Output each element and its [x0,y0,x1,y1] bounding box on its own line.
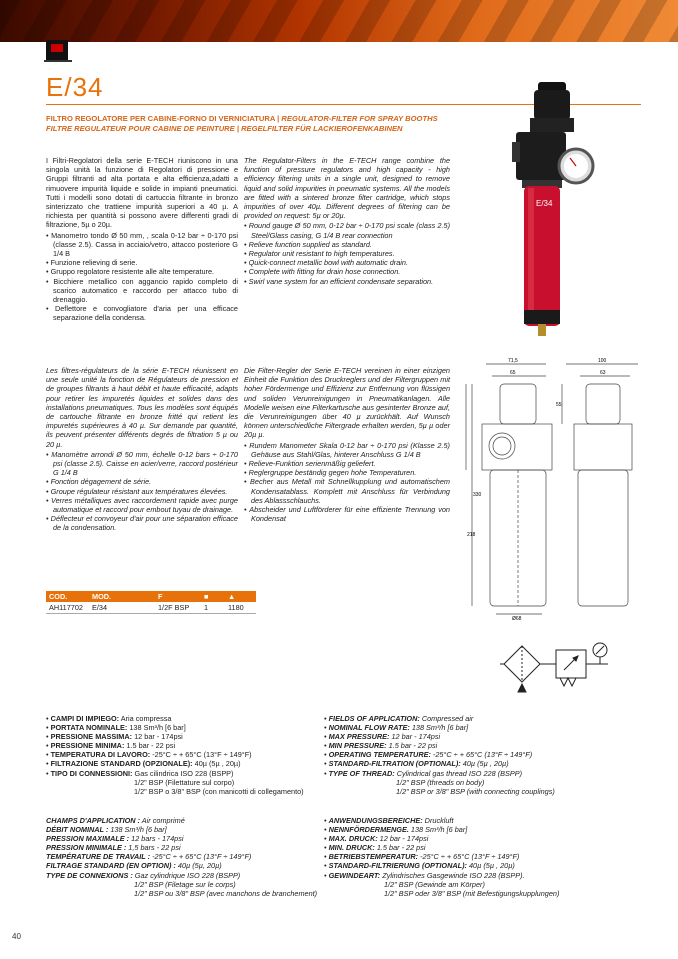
spec-value: Air comprimé [140,816,185,825]
spec-value: 1.5 bar - 22 psi [124,741,176,751]
para-de: Die Filter-Regler der Serie E-TECH vereinen in einer einzigen Einheit die Funktion des Druckreglers und der Filtergruppen mit hoher Fördermenge und Effizienz zur Entfernung von flüssigen und soliden Verunreinigungen in Pneumatikanlagen. Alle Modelle weisen eine Filterkartusche aus gesinterter Bronze auf, die Verunreinigungen über 40 µ zurückhält. Auf Wunsch können unterschiedliche Filtergrade erhalten werden, 5µ µ oder 20µ µ. [244,366,450,440]
spec-row: • PRESSIONE MASSIMA: 12 bar - 174psi [46,732,183,742]
spec-row: • BETRIEBSTEMPERATUR: -25°C ÷ + 65°C (13°F ÷ 149°F) [324,852,520,862]
spec-extra: 1/2" BSP (threads on body) [396,777,485,787]
spec-key: PRESSION MAXIMALE : [46,834,130,844]
bullets-de [244,441,450,524]
spec-row: • MAX PRESSURE: 12 bar - 174psi [324,732,441,742]
spec-value: 138 Sm³/h [6 bar] [108,825,167,835]
spec-value: -25°C ÷ + 65°C (13°F ÷ 149°F) [418,852,520,862]
product-knob [534,90,570,120]
specs-it [46,714,324,796]
spec-row: • PRESSIONE MINIMA: 1.5 bar - 22 psi [46,741,176,751]
spec-row [46,852,324,861]
spec-extra: 1/2" BSP (Filetage sur le corps) [134,879,236,889]
bullet-fr: • Manomètre arrondi Ø 50 mm, échelle 0-12 bars ÷ 0-170 psi (classe 2.5). Caisse en acier/verre, raccord postérieur G 1/4 B [46,450,238,478]
bullet-fr: • Fonction dégagement de série. [46,477,238,486]
spec-value: 1,5 bars - 22 psi [126,843,181,853]
spec-value: 40µ (5µ , 20µ) [192,759,241,769]
spec-key: DÉBIT NOMINAL : [46,825,109,835]
subtitle-fr-de: FILTRE REGULATEUR POUR CABINE DE PEINTURE | REGELFILTER FÜR LACKIEROFENKABINEN [46,123,403,133]
product-table [46,591,256,614]
product-subtitle [46,114,466,133]
bullet-it: • Funzione relieving di serie. [46,258,238,267]
spec-key: PORTATA NOMINALE: [50,723,128,733]
cell-code: AH117702 [49,603,83,612]
spec-extra: 1/2" BSP ou 3/8" BSP (avec manchons de branchement) [134,888,318,898]
bullet-it: • Gruppo regolatore resistente alle alte temperature. [46,267,238,276]
page-number: 40 [12,932,21,941]
spec-value: Gas cilindrica ISO 228 (BSPP) [132,768,234,778]
spec-key: OPERATING TEMPERATURE: [328,750,431,760]
spec-value: 138 Sm³/h [6 bar] [409,723,469,733]
bullet-fr: • Verres métalliques avec raccordement rapide avec purge automatique et raccord pour embout tuyau de drainage. [46,496,238,514]
spec-value: 12 bar - 174psi [132,732,183,742]
specs-en [324,714,642,796]
spec-row [46,834,324,843]
spec-value: -25°C ÷ + 65°C (13°F ÷ 149°F) [150,852,252,862]
spec-row: • OPERATING TEMPERATURE: -25°C ÷ + 65°C (13°F ÷ 149°F) [324,750,533,760]
table-header [46,591,256,602]
spec-key: MAX PRESSURE: [328,732,390,742]
cell-model: E/34 [92,603,108,612]
spec-key: TIPO DI CONNESSIONI: [50,768,133,778]
spec-key: TYPE DE CONNEXIONS : [46,870,133,880]
cell-qty: 1 [204,603,209,612]
spec-key: BETRIEBSTEMPERATUR: [328,852,419,862]
spec-key: FILTRAGE STANDARD (EN OPTION) : [46,861,176,871]
spec-key: PRESSION MINIMALE : [46,843,127,853]
spec-value: 1.5 bar - 22 psi [374,843,426,853]
spec-value: Compressed air [419,714,474,723]
spec-value: 1.5 bar - 22 psi [386,741,438,751]
spec-row: • PORTATA NOMINALE: 138 Sm³/h [6 bar] [46,723,186,733]
spec-value: 138 Sm³/h [6 bar] [127,723,186,733]
bullet-en: • Round gauge Ø 50 mm, 0-12 bar ÷ 0-170 psi scale (class 2.5) Steel/Glass casing, G 1/4 B rear connection [244,221,450,239]
drain-fitting [538,324,546,336]
bullet-en: • Regulator unit resistant to high temperatures. [244,249,450,258]
spec-row: • TEMPERATURA DI LAVORO: -25°C ÷ + 65°C (13°F ÷ 149°F) [46,750,252,760]
spec-row [46,816,324,825]
dim-label: 55 [556,402,562,408]
box-icon: ■ [204,592,209,601]
spec-value: 138 Sm³/h [6 bar] [408,825,468,835]
bullet-it: • Deflettore e convogliatore d'aria per una efficace separazione della condensa. [46,304,238,322]
spec-key: FILTRAZIONE STANDARD (OPZIONALE): [50,759,193,769]
spec-extra: 1/2" BSP o 3/8" BSP (con manicotti di collegamento) [134,786,304,796]
spec-extra: 1/2" BSP or 3/8" BSP (with connecting couplings) [396,786,555,796]
th-thread: F [158,592,163,601]
text-de [244,366,450,523]
spec-value: Druckluft [422,816,454,825]
spec-row: • NOMINAL FLOW RATE: 138 Sm³/h [6 bar] [324,723,469,733]
bullets-it [46,231,238,323]
bullet-en: • Quick-connect metallic bowl with automatic drain. [244,258,450,267]
spec-row: • STANDARD-FILTRIERUNG (OPTIONAL): 40µ (5µ , 20µ) [324,861,515,871]
bullet-it: • Manometro tondo Ø 50 mm, , scala 0-12 bar ÷ 0-170 psi (classe 2.5). Cassa in acciaio/vetro, attacco posteriore G 1/4 B [46,231,238,259]
technical-drawing [462,356,642,622]
spec-key: FIELDS OF APPLICATION: [328,714,420,723]
spec-row: • FIELDS OF APPLICATION: Compressed air [324,714,474,723]
bullet-en: • Complete with fitting for drain hose connection. [244,267,450,276]
svg-text:E/34: E/34 [536,199,553,208]
spec-value: Gaz cylindrique ISO 228 (BSPP) [132,870,241,880]
th-model: MOD. [92,592,112,601]
spec-value: 12 bars - 174psi [129,834,184,844]
spec-key: MAX. DRUCK: [328,834,378,844]
product-image [508,82,596,344]
dim-label: 71,5 [508,358,518,364]
dim-label: 218 [467,532,476,538]
spec-row [46,825,324,834]
spec-row: • TYPE OF THREAD: Cylindrical gas thread ISO 228 (BSPP) [324,768,523,778]
dim-label: Ø68 [512,616,522,622]
spec-key: STANDARD-FILTRIERUNG (OPTIONAL): [328,861,467,871]
spec-row: • GEWINDEART: Zylindrisches Gasgewinde ISO 228 (BSPP). [324,870,525,880]
spec-row: • FILTRAZIONE STANDARD (OPZIONALE): 40µ (5µ , 20µ) [46,759,241,769]
spec-row [46,843,324,852]
bullet-de: • Relieve-Funktion serienmäßig geliefert. [244,459,450,468]
bullet-fr: • Déflecteur et convoyeur d'air pour une séparation efficace de la condensation. [46,514,238,532]
bullet-de: • Reglergruppe beständig gegen hohe Temperaturen. [244,468,450,477]
para-en: The Regulator-Filters in the E-TECH range combine the function of pressure regulators and high capacity - high efficiency filtering units in a single unit, designed to remove liquid and solid impurities in pneumatic systems. All the models are fitted with a sintered bronze filter cartridge, which stops impurities of over 40µ. Different degrees of filtering can be provided on request: 5µ or 20µ. [244,156,450,221]
spec-row: • MAX. DRUCK: 12 bar - 174psi [324,834,429,844]
spec-key: PRESSIONE MASSIMA: [50,732,133,742]
cell-thread: 1/2F BSP [158,603,190,612]
table-row [46,602,256,614]
brand-logo [46,40,68,60]
dim-label: 65 [510,370,516,376]
bullet-it: • Bicchiere metallico con aggancio rapido completo di scarico automatico e raccordo per attacco tubo di drenaggio. [46,277,238,305]
spec-extra: 1/2" BSP (Filettature sul corpo) [134,777,235,787]
spec-key: MIN. DRUCK: [328,843,375,853]
bullet-de: • Abscheider und Luftförderer für eine effiziente Trennung von Kondensat [244,505,450,523]
spec-key: MIN PRESSURE: [328,741,387,751]
spec-extra: 1/2" BSP oder 3/8" BSP (mit Befestigungskupplungen) [384,888,560,898]
spec-value: -25°C ÷ + 65°C (13°F ÷ 149°F) [430,750,533,760]
product-body [516,132,566,180]
spec-key: ANWENDUNGSBEREICHE: [328,816,423,825]
bullet-fr: • Groupe régulateur résistant aux températures élevées. [46,487,238,496]
bullets-en [244,221,450,285]
spec-row: • MIN PRESSURE: 1.5 bar - 22 psi [324,741,438,751]
spec-value: 40µ (5µ, 20µ) [175,861,222,871]
para-fr: Les filtres-régulateurs de la série E-TECH réunissent en une seule unité la fonction de Régulateurs de pression et de groupes filtrants à haut débit et haute efficacité, adapts pour retirer les impuretés liquides et solides dans des installations pneumatiques. Tous les modèles sont équipés de cartouche filtrante en bronze fritté qui retient les impuretés supérieures à 40 µ. Sur demande par quantité, ils peuvent présenter différents degrés de filtration 5 µ ou 20 µ. [46,366,238,449]
spec-key: CAMPI DI IMPIEGO: [50,714,120,723]
spec-row: • MIN. DRUCK: 1.5 bar - 22 psi [324,843,426,853]
weight-icon: ▲ [228,592,236,601]
spec-value: Zylindrisches Gasgewinde ISO 228 (BSPP). [380,870,525,880]
cell-weight: 1180 [228,603,244,612]
spec-value: 40µ (5µ , 20µ) [466,861,515,871]
spec-extra: 1/2" BSP (Gewinde am Körper) [384,879,485,889]
spec-value: -25°C ÷ + 65°C (13°F ÷ 149°F) [150,750,252,760]
specs-de [324,816,642,898]
spec-row: • CAMPI DI IMPIEGO: Aria compressa [46,714,172,723]
spec-row: • STANDARD-FILTRATION (OPTIONAL): 40µ (5µ , 20µ) [324,759,509,769]
spec-key: NENNFÖRDERMENGE. [328,825,409,835]
spec-key: GEWINDEART: [328,870,381,880]
dim-label: 100 [598,358,607,364]
spec-key: CHAMPS D'APPLICATION : [46,816,141,825]
logo-underline [44,60,72,62]
spec-key: PRESSIONE MINIMA: [50,741,125,751]
spec-value: 12 bar - 174psi [389,732,441,742]
para-it: I Filtri-Regolatori della serie E-TECH riuniscono in una singola unità la funzione di Regolatori di pressione e Gruppi filtranti ad alta portata e alta efficienza,adatti a rimuovere impurità liquide e solide in impianti pneumatici. Tutti i modelli sono dotati di cartuccia filtrante in bronzo sinterizzato che trattiene impurità superiori a 40 µ. A richiesta per quantità si possono avere differenti gradi di filtrazione, 5µ o 20µ. [46,156,238,230]
spec-key: NOMINAL FLOW RATE: [328,723,410,733]
pneumatic-symbol-icon [500,640,610,698]
th-code: COD. [49,592,68,601]
dim-label: 330 [473,492,482,498]
bullets-fr [46,450,238,533]
bullet-de: • Rundem Manometer Skala 0-12 bar ÷ 0-170 psi (Klasse 2.5) Gehäuse aus Stahl/Glas, hinterer Anschluss G 1/4 B [244,441,450,459]
subtitle-it: FILTRO REGOLATORE PER CABINE-FORNO DI VERNICIATURA | [46,114,282,123]
spec-key: TEMPÉRATURE DE TRAVAIL : [46,852,151,862]
spec-row: • ANWENDUNGSBEREICHE: Druckluft [324,816,454,825]
dim-label: 63 [600,370,606,376]
page-title: E/34 [46,72,104,102]
spec-row: • TIPO DI CONNESSIONI: Gas cilindrica ISO 228 (BSPP) [46,768,234,778]
spec-value: 12 bar - 174psi [377,834,429,844]
spec-row [46,861,324,870]
bullet-en: • Swirl vane system for an efficient condensate separation. [244,277,450,286]
spec-value: Cylindrical gas thread ISO 228 (BSPP) [394,768,523,778]
spec-row [46,871,324,880]
text-it [46,156,238,323]
spec-row: • NENNFÖRDERMENGE. 138 Sm³/h [6 bar] [324,825,468,835]
specs-fr [46,816,324,898]
spec-key: TEMPERATURA DI LAVORO: [50,750,151,760]
subtitle-en: REGULATOR-FILTER FOR SPRAY BOOTHS [281,114,438,123]
spec-value: 40µ (5µ , 20µ) [460,759,509,769]
top-banner [0,0,678,42]
spec-key: TYPE OF THREAD: [328,768,395,778]
bullet-en: • Relieve function supplied as standard. [244,240,450,249]
spec-key: STANDARD-FILTRATION (OPTIONAL): [328,759,461,769]
text-fr [46,366,238,533]
text-en [244,156,450,286]
bullet-de: • Becher aus Metall mit Schnellkupplung und automatischem Kondensatablass. Komplett mit Anschluss für Verbindung des Ablassschlauchs. [244,477,450,505]
spec-value: Aria compressa [119,714,172,723]
